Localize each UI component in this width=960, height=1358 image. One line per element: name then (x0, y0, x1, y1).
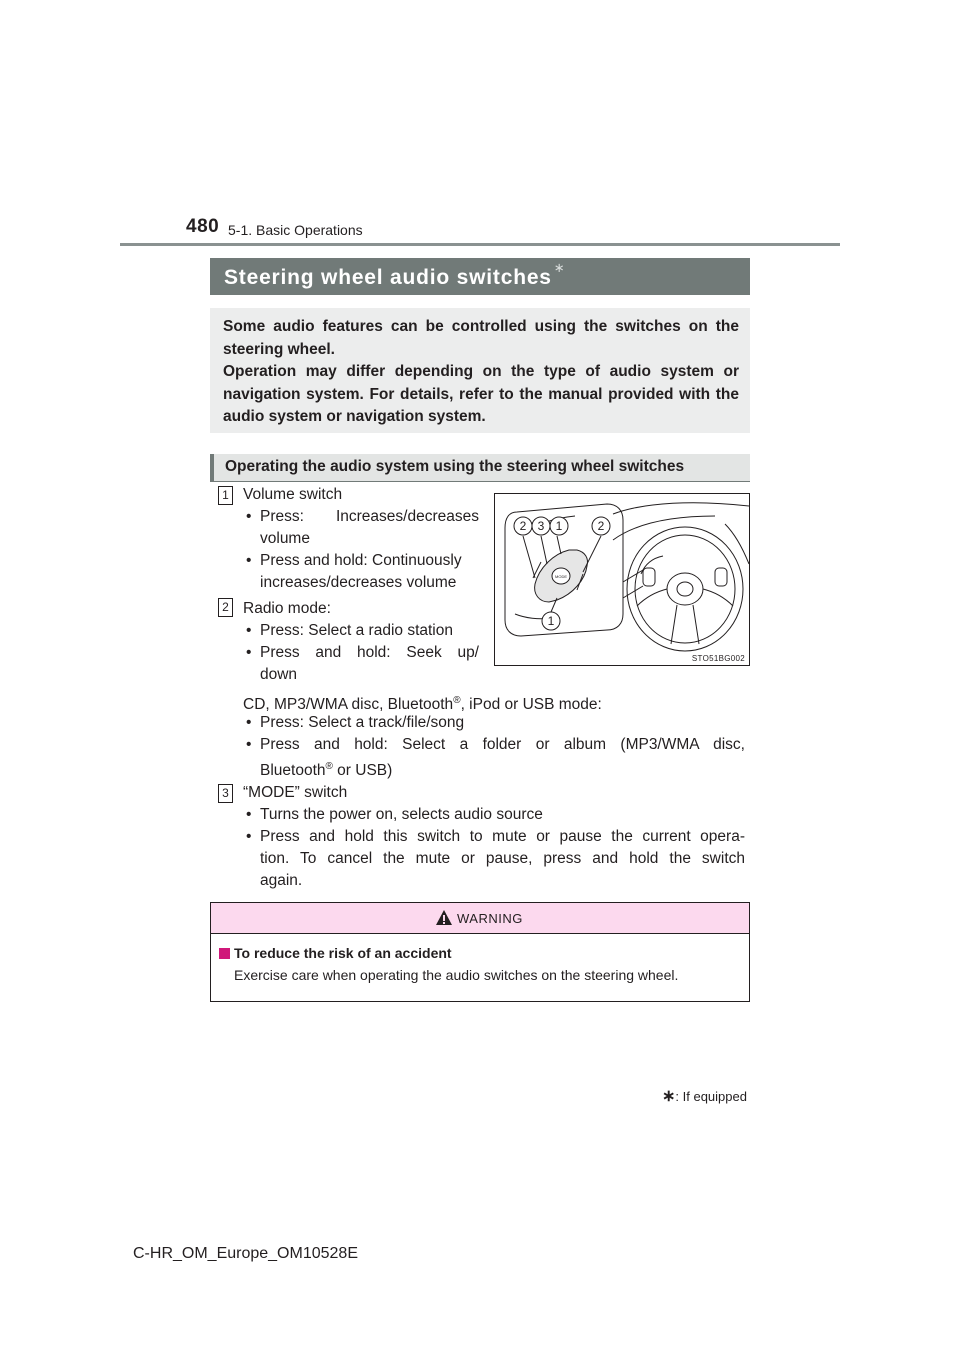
warning-box (210, 902, 750, 1002)
bullet: • (246, 736, 252, 753)
bullet: • (246, 552, 252, 569)
item-2-bullet-3: Press: Select a track/file/song (260, 714, 465, 731)
item-1-bullet-1-cont: volume (260, 530, 310, 547)
header-rule (120, 243, 840, 246)
warning-header (211, 903, 749, 934)
steering-wheel-drawing (495, 494, 749, 665)
bullet: • (246, 622, 252, 639)
item-2-bullet-2: Press and hold: Seek up/ (260, 644, 479, 661)
item-1-bullet-2-cont: increases/decreases volume (260, 574, 457, 591)
item-number-3: 3 (218, 784, 233, 803)
subheading: Operating the audio system using the steering wheel switches (225, 458, 685, 475)
warning-body: Exercise care when operating the audio switches on the steering wheel. (234, 967, 679, 983)
bullet: • (246, 828, 252, 845)
page-number: 480 (186, 216, 220, 237)
warning-label: WARNING (457, 911, 523, 926)
warning-bullet-square (219, 948, 230, 959)
item-3-title: “MODE” switch (243, 784, 348, 801)
item-1-bullet-1: Press: Increases/decreases (260, 508, 479, 525)
page-title-bar (210, 258, 750, 295)
warning-icon (435, 909, 453, 926)
mode-switch-label: MODE (555, 574, 567, 579)
intro-box (210, 308, 750, 433)
item-3-bullet-1: Turns the power on, selects audio source (260, 806, 543, 823)
subheading-accent (210, 454, 214, 481)
cd-mode-text-b: , iPod or USB mode: (460, 696, 602, 714)
item-3-bullet-2: Press and hold this switch to mute or pause the current opera- (260, 828, 745, 845)
item-1-title: Volume switch (243, 486, 343, 503)
subheading-bar (210, 454, 750, 482)
item-2-bullet-2-cont: down (260, 666, 298, 683)
item-3-bullet-2-end: again. (260, 872, 303, 889)
intro-text (223, 316, 739, 429)
callout-3: 3 (537, 519, 545, 533)
intro-line-1: Some audio features can be controlled using the switches on the steering wheel. (223, 318, 739, 358)
item-2-bullet-4: Press and hold: Select a folder or album (MP3/WMA disc, (260, 736, 745, 753)
item-2-bullet-4-cont (260, 756, 392, 782)
bullet: • (246, 508, 252, 525)
registered-mark: ® (453, 695, 461, 706)
bullet: • (246, 714, 252, 731)
item-3-bullet-2-cont: tion. To cancel the mute or pause, press and hold the switch (260, 850, 745, 867)
bluetooth-text: Bluetooth (260, 762, 326, 780)
item-number-2: 2 (218, 598, 233, 617)
section-title: 5-1. Basic Operations (228, 222, 363, 238)
callout-2: 2 (519, 519, 527, 533)
registered-mark: ® (325, 761, 333, 772)
figure-code: STO51BG002 (691, 654, 745, 663)
item-2-bullet-1: Press: Select a radio station (260, 622, 453, 639)
page-title (224, 260, 566, 290)
callout-1: 1 (555, 519, 563, 533)
usb-text: or USB) (332, 762, 393, 780)
item-number-1: 1 (218, 486, 233, 505)
bullet: • (246, 806, 252, 823)
cd-mode-text-a: CD, MP3/WMA disc, Bluetooth (243, 696, 454, 714)
document-code-footer: C-HR_OM_Europe_OM10528E (133, 1245, 358, 1262)
steering-wheel-illustration (494, 493, 750, 666)
if-equipped-note (662, 1086, 747, 1106)
item-1-bullet-2: Press and hold: Continuously (260, 552, 462, 569)
page-title-text: Steering wheel audio switches (224, 266, 552, 289)
if-equipped-marker: ∗ (662, 1088, 676, 1105)
if-equipped-marker: ∗ (553, 260, 566, 275)
callout-1-lower: 1 (547, 614, 555, 628)
intro-line-2: Operation may differ depending on the type of audio system or navigation system. For details, refer to the manual provided with the audio system or navigation system. (223, 363, 739, 425)
warning-title: To reduce the risk of an accident (234, 945, 452, 961)
callout-2-right: 2 (597, 519, 605, 533)
if-equipped-text: : If equipped (675, 1089, 747, 1104)
item-2-title: Radio mode: (243, 600, 331, 617)
bullet: • (246, 644, 252, 661)
